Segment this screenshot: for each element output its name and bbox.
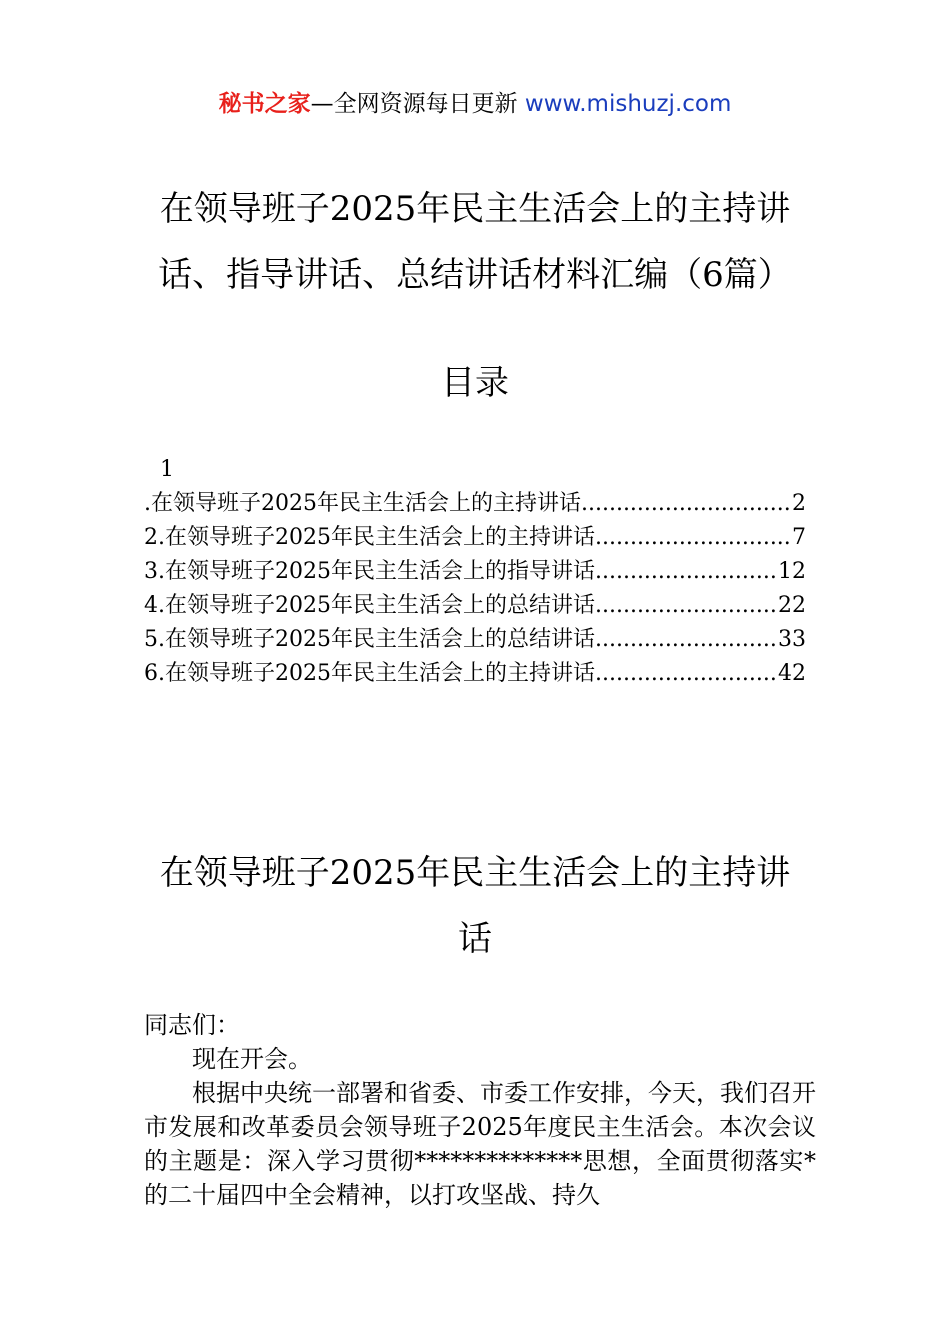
toc-item-page: 42 (778, 661, 806, 686)
toc-item-label: 4.在领导班子2025年民主生活会上的总结讲话 (144, 593, 595, 618)
toc-item-label: 6.在领导班子2025年民主生活会上的主持讲话 (144, 661, 595, 686)
table-of-contents (144, 487, 806, 691)
toc-leader (581, 487, 790, 521)
toc-item[interactable] (144, 623, 806, 657)
document-title (0, 176, 950, 308)
document-title-line-2: 话、指导讲话、总结讲话材料汇编（6篇） (158, 255, 792, 295)
toc-item-page: 33 (778, 627, 806, 652)
toc-item[interactable] (144, 657, 806, 691)
section-title-line-2: 话 (458, 919, 492, 959)
toc-item-page: 7 (792, 525, 806, 550)
toc-item-page: 22 (778, 593, 806, 618)
toc-item-label: .在领导班子2025年民主生活会上的主持讲话 (144, 491, 581, 516)
site-banner (0, 86, 950, 122)
body-paragraph: 根据中央统一部署和省委、市委工作安排，今天，我们召开市发展和改革委员会领导班子2025年度民主生活会。本次会议的主题是：深入学习贯彻**************思想，全面贯彻落实*的二十届四中全会精神，以打攻坚战、持久 (144, 1079, 816, 1209)
banner-brand: 秘书之家 (218, 91, 311, 117)
toc-heading: 目录 (441, 363, 509, 403)
toc-leader (595, 555, 776, 589)
toc-leader (595, 623, 776, 657)
toc-item-page: 12 (778, 559, 806, 584)
toc-leader (595, 657, 776, 691)
salutation: 同志们： (144, 1011, 240, 1039)
toc-item-label: 3.在领导班子2025年民主生活会上的指导讲话 (144, 559, 595, 584)
toc-item-page: 2 (792, 491, 806, 516)
section-title (0, 840, 950, 972)
toc-item[interactable] (144, 521, 806, 555)
toc-item[interactable] (144, 555, 806, 589)
toc-leader (595, 589, 776, 623)
toc-item-label: 2.在领导班子2025年民主生活会上的主持讲话 (144, 525, 595, 550)
toc-item-label: 5.在领导班子2025年民主生活会上的总结讲话 (144, 627, 595, 652)
section-title-line-1: 在领导班子2025年民主生活会上的主持讲 (159, 853, 791, 893)
toc-leader (595, 521, 790, 555)
document-title-line-1: 在领导班子2025年民主生活会上的主持讲 (159, 189, 791, 229)
body-paragraph: 现在开会。 (192, 1045, 312, 1073)
toc-first-number: 1 (160, 457, 174, 482)
toc-item[interactable] (144, 487, 806, 521)
banner-slogan: —全网资源每日更新 (310, 91, 525, 117)
section-body (144, 1008, 816, 1212)
banner-url[interactable]: www.mishuzj.com (524, 91, 732, 117)
toc-item[interactable] (144, 589, 806, 623)
